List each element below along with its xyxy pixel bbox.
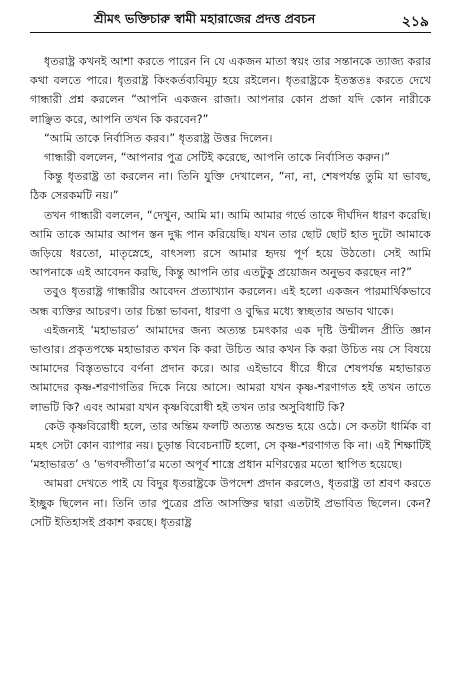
page-number: ২১৯ [401,14,429,30]
paragraph: গান্ধারী বললেন, “আপনার পুত্র সেটিই করেছে, আপনি তাকে নির্বাসিত করুন।” [44,151,391,165]
paragraph: ধৃতরাষ্ট্র কখনই আশা করতে পারেন নি যে একজন মাতা স্বয়ং তার সন্তানকে ত্যাজ্য করার কথা বলতে পারে। ধৃতরাষ্ট্র কিংকর্তব্যবিমূঢ় হয়ে রইলেন। ধৃতরাষ্ট্রকে ইতস্ততঃ করতে দেখে গান্ধারী প্রশ্ন করলেন “আপনি একজন রাজা। আপনার কোন প্রজা যদি কোন নারীকে লাঞ্ছিত করে, আপনি তখন কি করবেন?” [30,55,431,126]
paragraph: আমরা দেখতে পাই যে বিদুর ধৃতরাষ্ট্রকে উপদেশ প্রদান করলেও, ধৃতরাষ্ট্র তা শ্রবণ করতে ইচ্ছুক ছিলেন না। তিনি তার পুত্রের প্রতি আসক্তির দ্বারা এতটাই প্রভাবিত ছিলেন। কেন? সেটি ইতিহাসই প্রকাশ করছে। ধৃতরাষ্ট্র [30,477,431,529]
paragraph: তখন গান্ধারী বললেন, “দেখুন, আমি মা। আমি আমার গর্ভে তাকে দীর্ঘদিন ধারণ করেছি। আমি তাকে আমার আপন স্তন দুগ্ধ পান করিয়েছি। যখন তার ছোট ছোট হাত দুটো আমাকে জড়িয়ে ধরতো, মাতৃস্নেহে, বাৎসল্য রসে আমার হৃদয় পূর্ণ হয়ে উঠতো। সেই আমি আপনাকে এই আবেদন করছি, কিন্তু আপনি তার এতটুকু প্রয়োজন অনুভব করছেন না?” [30,208,431,280]
paragraph: এইজন্যই ‘মহাভারত’ আমাদের জন্য অত্যন্ত চমৎকার এক দৃষ্টি উন্মীলন প্রীতি জ্ঞান ভাণ্ডার। প্রকৃতপক্ষে মহাভারত কখন কি করা উচিত আর কখন কি করা উচিত নয় সে বিষয়ে আমাদের বিস্তৃতভাবে বর্ণনা প্রদান করে। আর এইভাবে ধীরে ধীরে শেষপর্যন্ত মহাভারত আমাদের কৃষ্ণ-শরণাগতির দিকে নিয়ে আসে। আমরা যখন কৃষ্ণ-শরণাগত হই তখন তাতে লাভটি কি? এবং আমরা যখন কৃষ্ণবিরোধী হই তখন তার অসুবিধাটি কি? [30,323,431,414]
paragraph: কিন্তু ধৃতরাষ্ট্র তা করলেন না। তিনি যুক্তি দেখালেন, “না, না, শেষপর্যন্ত তুমি যা ভাবছ, ঠিক সেরকমটি নয়।” [30,170,431,203]
paragraph: “আমি তাকে নির্বাসিত করব।” ধৃতরাষ্ট্র উত্তর দিলেন। [44,131,273,145]
body-text [30,52,431,532]
page-header [30,6,431,33]
running-title: শ্রীমৎ ভক্তিচারু স্বামী মহারাজের প্রদত্ত প্রবচন [94,11,316,26]
paragraph: তবুও ধৃতরাষ্ট্র গান্ধারীর আবেদন প্রত্যাখ্যান করলেন। এই হলো একজন পারমার্থিকভাবে অন্ধ ব্যক্তির আচরণ। তার চিন্তা ভাবনা, ধারণা ও বুদ্ধির মধ্যে স্বচ্ছতার অভাব থাকে। [30,285,431,318]
paragraph: কেউ কৃষ্ণবিরোধী হলে, তার অন্তিম ফলটি অত্যন্ত অশুভ হয়ে ওঠে। সে কতটা ধার্মিক বা মহৎ সেটা কোন ব্যাপার নয়। চূড়ান্ত বিবেচনাটি হলো, সে কৃষ্ণ-শরণাগত কি না। এই শিক্ষাটিই ‘মহাভারত’ ও ‘ভগবদ্গীতা’র মতো অপূর্ব শাস্ত্রে প্রধান মণিরত্নের মতো স্থাপিত হয়েছে। [30,419,431,472]
